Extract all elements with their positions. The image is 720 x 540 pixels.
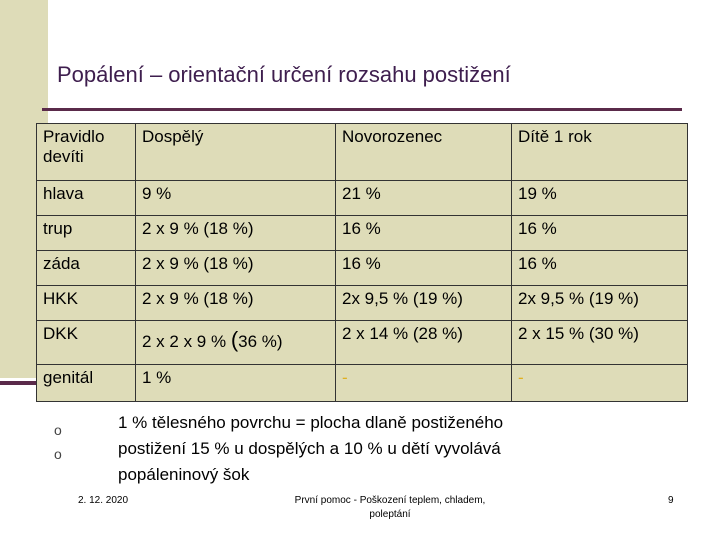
cell-newborn: 21 % bbox=[336, 181, 512, 216]
row-label: hlava bbox=[37, 181, 136, 216]
table-header-row bbox=[37, 124, 688, 181]
page-number: 9 bbox=[668, 495, 674, 506]
cell-adult: 2 x 9 % (18 %) bbox=[136, 251, 336, 286]
side-decoration-line bbox=[0, 381, 40, 385]
cell-newborn: 16 % bbox=[336, 216, 512, 251]
cell-child: - bbox=[512, 365, 688, 402]
table-row bbox=[37, 321, 688, 365]
footer-line: poleptání bbox=[369, 509, 411, 520]
cell-newborn: 2 x 14 % (28 %) bbox=[336, 321, 512, 365]
cell-adult: 2 x 9 % (18 %) bbox=[136, 216, 336, 251]
cell-newborn: 16 % bbox=[336, 251, 512, 286]
cell-newborn: - bbox=[336, 365, 512, 402]
bullet-list-markers bbox=[54, 422, 62, 470]
footer-course-title bbox=[280, 494, 500, 522]
cell-child: 2x 9,5 % (19 %) bbox=[512, 286, 688, 321]
row-label: záda bbox=[37, 251, 136, 286]
table-row bbox=[37, 216, 688, 251]
row-label: HKK bbox=[37, 286, 136, 321]
bullet-line: 1 % tělesného povrchu = plocha dlaně postiženého bbox=[118, 413, 504, 432]
table-row bbox=[37, 181, 688, 216]
cell-adult: 1 % bbox=[136, 365, 336, 402]
bullet-line: postižení 15 % u dospělých a 10 % u dětí vyvolává bbox=[118, 439, 501, 458]
header-cell-rule: Pravidlo devíti bbox=[37, 124, 136, 181]
title-divider bbox=[42, 108, 682, 111]
cell-adult bbox=[136, 321, 336, 365]
close-paren: ) bbox=[276, 332, 283, 351]
cell-adult-value: 36 % bbox=[238, 332, 277, 351]
burn-extent-table bbox=[36, 123, 688, 402]
bullet-marker: o bbox=[54, 422, 62, 438]
cell-newborn: 2x 9,5 % (19 %) bbox=[336, 286, 512, 321]
cell-adult: 2 x 9 % (18 %) bbox=[136, 286, 336, 321]
row-label: genitál bbox=[37, 365, 136, 402]
bullet-marker: o bbox=[54, 446, 62, 462]
table-row bbox=[37, 251, 688, 286]
bullet-text bbox=[118, 410, 638, 488]
cell-child: 16 % bbox=[512, 251, 688, 286]
header-cell-adult: Dospělý bbox=[136, 124, 336, 181]
row-label: trup bbox=[37, 216, 136, 251]
table-row bbox=[37, 365, 688, 402]
bullet-line: popáleninový šok bbox=[118, 465, 250, 484]
open-paren: ( bbox=[230, 327, 239, 352]
cell-child: 19 % bbox=[512, 181, 688, 216]
footer-line: První pomoc - Poškození teplem, chladem, bbox=[294, 495, 486, 506]
header-cell-newborn: Novorozenec bbox=[336, 124, 512, 181]
cell-child: 2 x 15 % (30 %) bbox=[512, 321, 688, 365]
table-row bbox=[37, 286, 688, 321]
footer-date: 2. 12. 2020 bbox=[78, 495, 129, 506]
cell-child: 16 % bbox=[512, 216, 688, 251]
slide-title: Popálení – orientační určení rozsahu postižení bbox=[57, 62, 511, 87]
cell-adult: 9 % bbox=[136, 181, 336, 216]
header-cell-child: Dítě 1 rok bbox=[512, 124, 688, 181]
cell-adult-prefix: 2 x 2 x 9 % bbox=[142, 332, 231, 351]
row-label: DKK bbox=[37, 321, 136, 365]
